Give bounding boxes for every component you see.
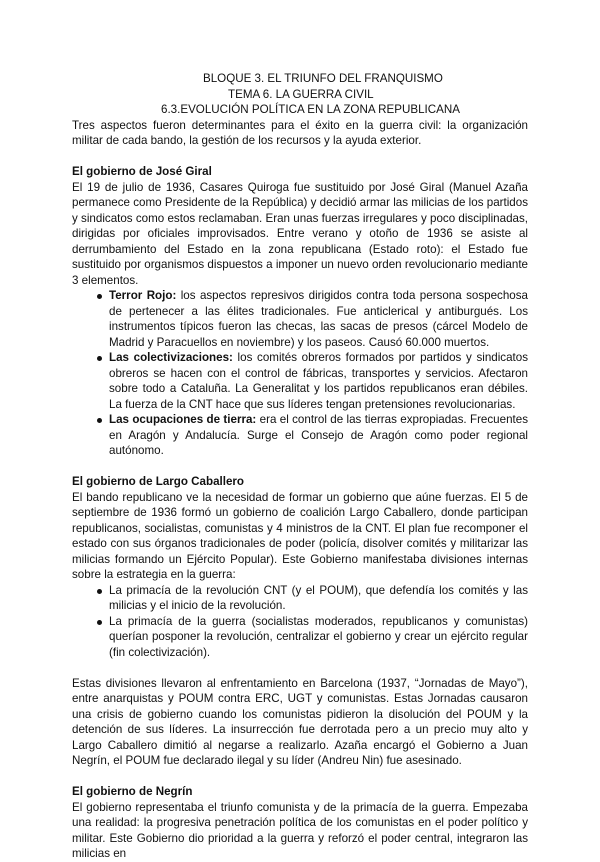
bullet-term: Las ocupaciones de tierra: [109,413,257,426]
caballero-paragraph: El bando republicano ve la necesidad de formar un gobierno que aúne fuerzas. El 5 de septiembre de 1936 formó un gobierno de coalición Largo Caballero, donde participan republicanos, socialistas, comunistas y 4 ministros de la CNT. El plan fue recomponer el estado con sus órganos tradicionales de poder (policía, disolver comités y militarizar las milicias formando un Ejército Popular). Este Gobierno manifestaba divisiones internas sobre la estrategia en la guerra: [72,490,528,581]
title-section: 6.3.EVOLUCIÓN POLÍTICA EN LA ZONA REPUBLICANA [161,103,460,116]
caballero-paragraph-2: Estas divisiones llevaron al enfrentamiento en Barcelona (1937, “Jornadas de Mayo”), entre anarquistas y POUM contra ERC, UGT y comunistas. Estas Jornadas causaron una crisis de gobierno cuando los comunistas pidieron la disolución del POUM y la detención de sus líderes. La insurrección fue derrotada pero a un precio muy alto y Largo Caballero dimitió al negarse a realizarlo. Azaña encargó el Gobierno a Juan Negrín, el POUM fue declarado ilegal y su líder (Andreu Nin) fue asesinado. [72,676,528,767]
bullet-term: Las colectivizaciones: [109,351,233,364]
list-item [109,350,528,412]
bullet-text: los aspectos represivos dirigidos contra toda persona sospechosa de pertenecer a las élites tradicionales. Fue anticlerical y antiburgués. Los instrumentos típicos fueron las checas, las sacas de presos (cárcel Modelo de Madrid y Paracuellos en noviembre) y los paseos. Causó 60.000 muertos. [109,289,528,349]
title-block: BLOQUE 3. EL TRIUNFO DEL FRANQUISMO [203,72,443,85]
title-topic: TEMA 6. LA GUERRA CIVIL [228,87,374,101]
list-item [109,288,528,350]
giral-bullet-list [72,288,528,459]
heading-largo-caballero: El gobierno de Largo Caballero [72,475,244,488]
heading-negrin: El gobierno de Negrín [72,785,193,798]
list-item: La primacía de la guerra (socialistas moderados, republicanos y comunistas) querían posponer la revolución, centralizar el gobierno y crear un ejército regular (fin colectivización). [109,614,528,659]
bullet-text: los comités obreros formados por partidos y sindicatos obreros se hacen con el control de fábricas, transportes y servicios. Afectaron sobre todo a Cataluña. La Generalitat y los partidos republicanos eran débiles. La fuerza de la CNT hace que sus líderes tengan pretensiones revolucionarias. [109,351,529,411]
caballero-bullet-list [72,583,528,661]
bullet-term: Terror Rojo: [109,289,177,302]
giral-paragraph: El 19 de julio de 1936, Casares Quiroga fue sustituido por José Giral (Manuel Azaña permanece como Presidente de la República) y decidió armar las milicias de los partidos y sindicatos como estos reclamaban. Eran unas fuerzas irregulares y poco disciplinadas, dirigidas por oficiales improvisados. Entre verano y otoño de 1936 se asiste al derrumbamiento del Estado en la zona republicana (Estado roto): el Estado fue sustituido por organismos dispuestos a imponer un nuevo orden revolucionario mediante 3 elementos. [72,180,528,287]
bullet-text: era el control de las tierras expropiadas. Frecuentes en Aragón y Andalucía. Surge el Consejo de Aragón como poder regional autónomo. [109,413,528,457]
list-item [109,412,528,459]
intro-paragraph: Tres aspectos fueron determinantes para el éxito en la guerra civil: la organización militar de cada bando, la gestión de los recursos y la ayuda exterior. [72,118,528,147]
heading-giral: El gobierno de José Giral [72,165,212,178]
negrin-paragraph: El gobierno representaba el triunfo comunista y de la primacía de la guerra. Empezaba una realidad: la progresiva penetración política de los comunistas en el poder político y militar. Este Gobierno dio prioridad a la guerra y reforzó el poder central, integraron las milicias en [72,800,528,860]
document-page [72,71,528,862]
list-item: La primacía de la revolución CNT (y el POUM), que defendía los comités y las milicias y el inicio de la revolución. [109,583,528,612]
